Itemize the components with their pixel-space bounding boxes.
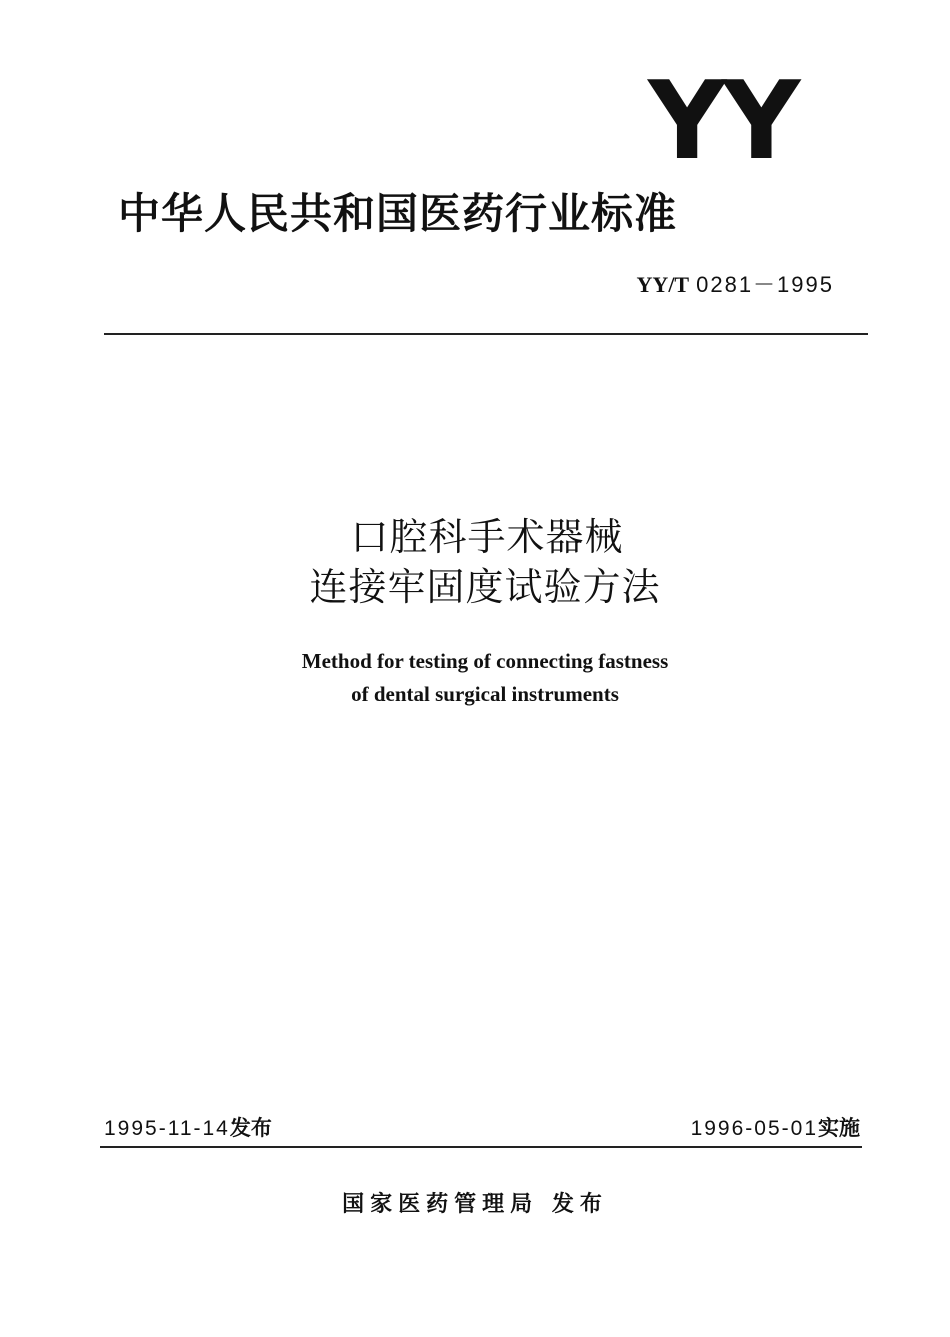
chinese-title-line-1: 口腔科手术器械 [350,515,624,559]
org-title: 中华人民共和国医药行业标准 [118,189,678,238]
implementation-date-value: 1996-05-01 [690,1117,818,1140]
standard-prefix: YY/T [636,272,690,297]
issue-date-value: 1995-11-14 [104,1117,230,1140]
bottom-divider [100,1146,862,1148]
standard-number [637,270,834,301]
publisher: 国家医药管理局 发布 [342,1192,608,1217]
chinese-title-line-2: 连接牢固度试验方法 [309,565,661,609]
english-title-line-2: of dental surgical instruments [351,682,619,706]
implementation-date-label: 实施 [818,1116,860,1140]
issue-date-label: 发布 [229,1116,272,1140]
implementation-date [691,1112,860,1145]
standard-code: 0281－1995 [696,272,834,297]
issue-date [104,1112,272,1145]
english-title-line-1: Method for testing of connecting fastness [301,649,669,673]
standard-logo: YY [648,59,797,184]
top-divider [104,333,868,335]
